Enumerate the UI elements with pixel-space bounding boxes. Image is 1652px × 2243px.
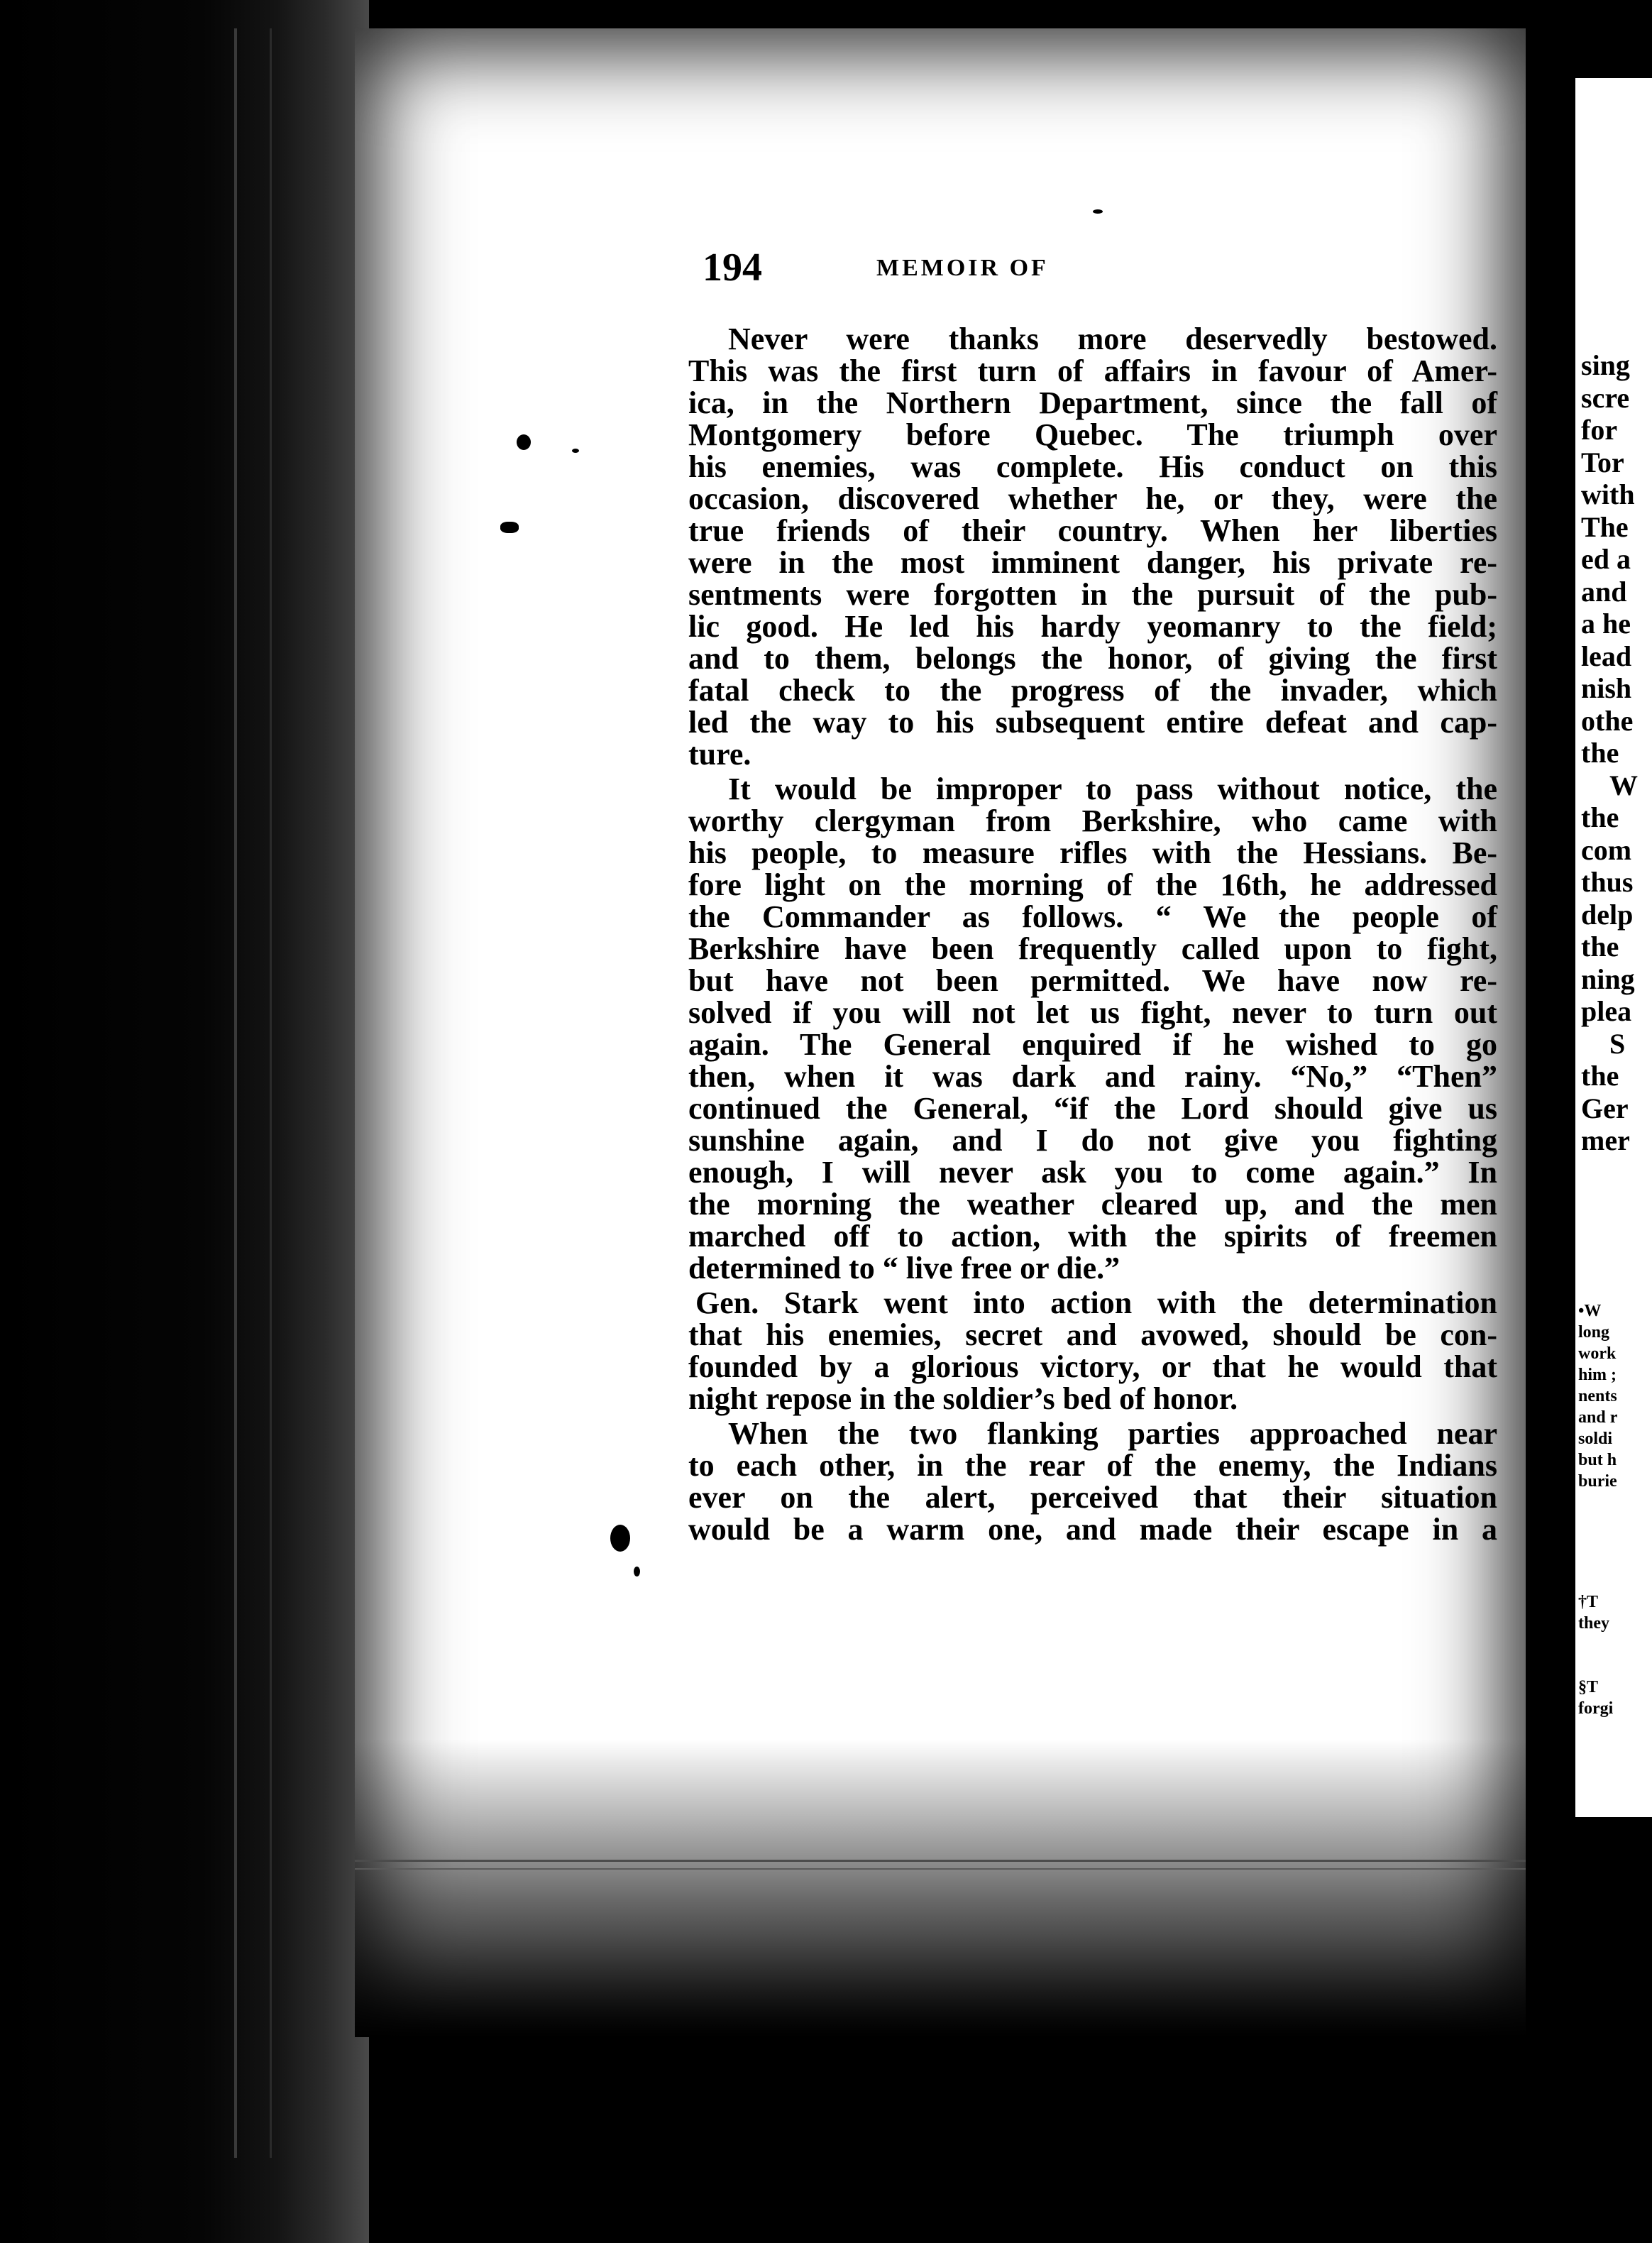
text-line: continued the General, “if the Lord should give us	[688, 1091, 1497, 1126]
facing-page-footnote	[1578, 1677, 1613, 1719]
text-line: and to them, belongs the honor, of giving the first	[688, 641, 1497, 676]
body-text	[688, 323, 1497, 1548]
text-line: thus	[1581, 866, 1634, 898]
text-line: founded by a glorious victory, or that he would that	[688, 1349, 1497, 1384]
text-line: Gen. Stark went into action with the determination	[695, 1285, 1497, 1320]
text-line: again. The General enquired if he wished to go	[688, 1027, 1497, 1062]
text-line: sentments were forgotten in the pursuit of the pub-	[688, 577, 1497, 612]
text-line: night repose in the soldier’s bed of honor.	[688, 1381, 1238, 1416]
book-spine-shadow	[0, 0, 369, 2243]
text-line: ever on the alert, perceived that their situation	[688, 1480, 1497, 1515]
text-line: the	[1581, 801, 1619, 833]
text-line: lic good. He led his hardy yeomanry to the field;	[688, 609, 1497, 644]
text-line: and	[1581, 575, 1627, 608]
text-line: nish	[1581, 672, 1632, 704]
text-line: When the two flanking parties approached near	[728, 1416, 1497, 1451]
facing-page-footnote	[1578, 1300, 1617, 1492]
paragraph	[688, 773, 1497, 1284]
text-line: ica, in the Northern Department, since the fall of	[688, 385, 1497, 420]
text-line: It would be improper to pass without notice, the	[728, 772, 1497, 806]
page-edge-line	[270, 28, 272, 2158]
text-line: then, when it was dark and rainy. “No,” “Then”	[688, 1059, 1497, 1094]
ink-speck	[634, 1567, 640, 1576]
text-line: but have not been permitted. We have now re-	[688, 963, 1497, 998]
paragraph	[688, 323, 1497, 770]
text-line: Ger	[1581, 1092, 1629, 1124]
text-line: the	[1581, 931, 1619, 963]
running-head: MEMOIR OF	[876, 255, 1049, 281]
text-line: Never were thanks more deservedly bestowed.	[728, 322, 1497, 356]
text-line: com	[1581, 833, 1632, 866]
text-line: the Commander as follows. “ We the people of	[688, 899, 1497, 934]
footnote-line: nents	[1578, 1387, 1617, 1405]
text-line: his people, to measure rifles with the Hessians. Be-	[688, 835, 1497, 870]
footnote-line: long	[1578, 1323, 1610, 1342]
text-line: the	[1581, 1060, 1619, 1092]
text-line: were in the most imminent danger, his private re-	[688, 545, 1497, 580]
ink-speck	[500, 522, 519, 533]
footnote-line: him ;	[1578, 1366, 1617, 1384]
text-line: solved if you will not let us fight, never to turn out	[688, 995, 1497, 1030]
text-line: S	[1609, 1027, 1626, 1060]
corner-shadow	[1526, 1817, 1652, 2243]
text-line: The	[1581, 510, 1629, 543]
text-line: with	[1581, 478, 1635, 510]
text-line: lead	[1581, 640, 1632, 672]
text-line: fatal check to the progress of the invader, which	[688, 673, 1497, 708]
ink-speck	[572, 449, 579, 453]
footnote-line: burie	[1578, 1472, 1617, 1491]
facing-page-fragment	[1575, 78, 1652, 1817]
text-line: Berkshire have been frequently called upon to fight,	[688, 931, 1497, 966]
footnote-line: •W	[1578, 1302, 1602, 1320]
page-header	[703, 245, 1490, 295]
facing-page-text	[1581, 349, 1638, 1157]
text-line: This was the first turn of affairs in favour of Amer-	[688, 353, 1497, 388]
text-line: for	[1581, 414, 1618, 446]
text-line: that his enemies, secret and avowed, should be con-	[688, 1317, 1497, 1352]
text-line: the	[1581, 737, 1619, 769]
text-line: ning	[1581, 963, 1635, 995]
paragraph	[688, 1417, 1497, 1545]
text-line: scre	[1581, 381, 1630, 414]
text-line: sing	[1581, 349, 1630, 381]
text-line: W	[1609, 769, 1638, 801]
footnote-line: forgi	[1578, 1699, 1614, 1718]
paragraph	[688, 1287, 1497, 1415]
footnote-line: and r	[1578, 1408, 1618, 1427]
text-line: plea	[1581, 995, 1632, 1027]
footnote-line: §T	[1578, 1678, 1599, 1696]
footnote-line: they	[1578, 1614, 1609, 1633]
text-line: marched off to action, with the spirits of freemen	[688, 1219, 1497, 1254]
text-line: othe	[1581, 704, 1634, 737]
text-line: occasion, discovered whether he, or they, were the	[688, 481, 1497, 516]
text-line: led the way to his subsequent entire defeat and cap-	[688, 705, 1497, 740]
footnote-line: soldi	[1578, 1430, 1613, 1448]
text-line: Montgomery before Quebec. The triumph over	[688, 417, 1497, 452]
page-bottom-shadow	[355, 1739, 1526, 2037]
ink-speck	[1093, 209, 1103, 214]
footnote-line: work	[1578, 1344, 1617, 1363]
footnote-line: but h	[1578, 1451, 1617, 1469]
page-edge-line	[305, 28, 307, 2158]
page-number: 194	[703, 246, 762, 290]
text-line: to each other, in the rear of the enemy, the Indians	[688, 1448, 1497, 1483]
footnote-line: †T	[1578, 1593, 1599, 1611]
text-line: ed a	[1581, 543, 1631, 575]
ink-speck	[610, 1525, 630, 1552]
text-line: ture.	[688, 737, 751, 772]
text-line: enough, I will never ask you to come again.” In	[688, 1155, 1497, 1190]
text-line: sunshine again, and I do not give you fighting	[688, 1123, 1497, 1158]
text-line: delp	[1581, 898, 1634, 931]
text-line: his enemies, was complete. His conduct on this	[688, 449, 1497, 484]
text-line: determined to “ live free or die.”	[688, 1251, 1120, 1285]
page-edge-line	[234, 28, 237, 2158]
text-line: mer	[1581, 1124, 1630, 1156]
facing-page-footnote	[1578, 1591, 1609, 1634]
ink-speck	[517, 434, 531, 450]
text-line: fore light on the morning of the 16th, he addressed	[688, 867, 1497, 902]
text-line: the morning the weather cleared up, and the men	[688, 1187, 1497, 1222]
text-line: a he	[1581, 608, 1631, 640]
text-line: would be a warm one, and made their escape in a	[688, 1512, 1497, 1547]
text-line: worthy clergyman from Berkshire, who came with	[688, 804, 1497, 838]
text-line: Tor	[1581, 446, 1624, 478]
text-line: true friends of their country. When her liberties	[688, 513, 1497, 548]
